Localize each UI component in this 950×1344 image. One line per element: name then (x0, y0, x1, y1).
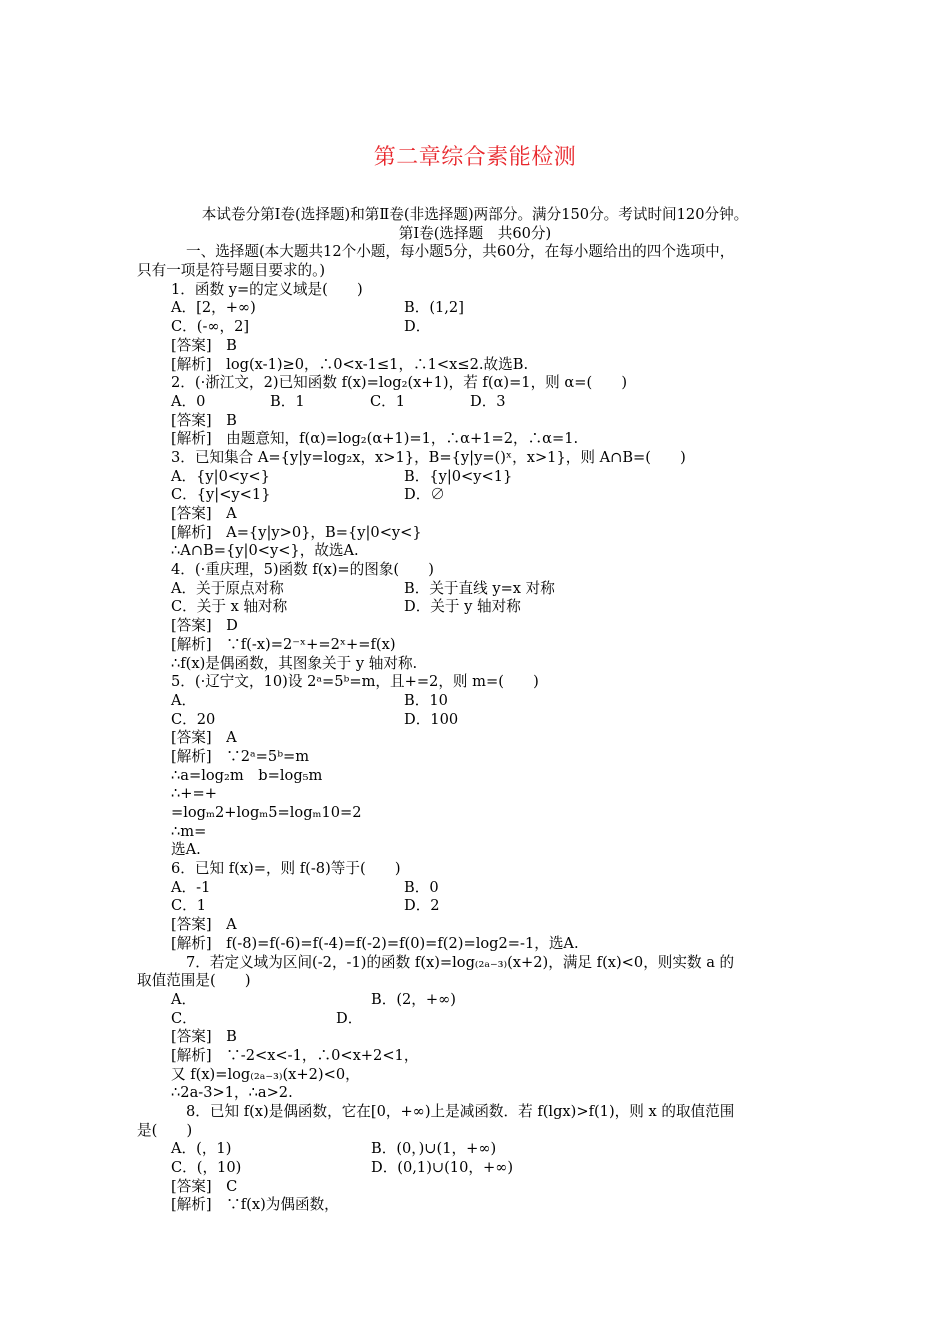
option-right: D．100 (404, 710, 459, 728)
text-line: ∴f(x)是偶函数，其图象关于 y 轴对称. (171, 654, 418, 672)
option-row (0, 299, 950, 318)
centered-line: 第Ⅰ卷(选择题 共60分) (398, 224, 552, 242)
text-line: [解析] log(x-1)≥0，∴0<x-1≤1，∴1<x≤2.故选B. (171, 355, 529, 373)
option-right: D．∅ (404, 486, 445, 504)
option-left: C．(，10) (171, 1159, 242, 1177)
option-right: D． (404, 318, 431, 336)
option-a: A．0 (171, 392, 206, 410)
option-right: D．关于 y 轴对称 (404, 598, 521, 616)
option-row (0, 879, 950, 898)
option-row (0, 711, 950, 730)
page-title: 第二章综合素能检测 (373, 145, 577, 170)
option-left: C．(-∞，2] (171, 318, 250, 336)
option-right: D． (336, 1009, 363, 1027)
document-body (0, 206, 950, 1215)
option-row (0, 1140, 950, 1159)
option-left: A．[2，+∞) (171, 299, 256, 317)
option-row (0, 598, 950, 617)
option-b: B．1 (270, 392, 305, 410)
text-line: 7．若定义域为区间(-2，-1)的函数 f(x)=log₍₂ₐ₋₃₎(x+2)，满足 f(x)<0，则实数 a 的 (186, 953, 735, 971)
option-row (0, 991, 950, 1010)
option-left: A．(，1) (171, 1140, 232, 1158)
option-right: B．0 (404, 878, 439, 896)
option-right: B．{y|0<y<1} (404, 467, 513, 485)
option-right: D．(0,1)∪(10，+∞) (371, 1159, 514, 1177)
option-right: B．关于直线 y=x 对称 (404, 579, 555, 597)
option-row (0, 580, 950, 599)
option-left: C．关于 x 轴对称 (171, 598, 288, 616)
text-line: [答案] C (171, 1177, 238, 1195)
text-line: [答案] A (171, 505, 237, 522)
option-right: B．(2，+∞) (371, 990, 456, 1008)
option-row (0, 692, 950, 711)
text-line: [解析] 由题意知，f(α)=log₂(α+1)=1，∴α+1=2，∴α=1. (171, 430, 579, 448)
text-line: 取值范围是( ) (137, 972, 251, 990)
option-left: C．{y|<y<1} (171, 486, 271, 504)
text-line: 1．函数 y=的定义域是( ) (171, 280, 363, 298)
text-line: 只有一项是符号题目要求的。) (137, 262, 326, 280)
text-line: 选A. (171, 841, 201, 859)
text-line: [答案] B (171, 1028, 237, 1046)
text-line: [解析] f(-8)=f(-6)=f(-4)=f(-2)=f(0)=f(2)=log2=-1，选A. (171, 934, 579, 952)
text-line: [解析] ∵-2<x<-1，∴0<x+2<1， (171, 1046, 419, 1064)
text-line: ∴m= (171, 822, 207, 840)
text-line: 一、选择题(本大题共12个小题，每小题5分，共60分，在每小题给出的四个选项中， (186, 243, 735, 261)
text-line: 8．已知 f(x)是偶函数，它在[0，+∞)上是减函数．若 f(lgx)>f(1)，则 x 的取值范围 (186, 1103, 735, 1120)
text-line: ∴+=+ (171, 785, 217, 803)
text-line: [解析] ∵f(x)为偶函数， (171, 1196, 339, 1214)
option-right: B．(0，)∪(1，+∞) (371, 1140, 497, 1158)
option-left: C．1 (171, 897, 207, 915)
option-left: A．{y|0<y<} (171, 467, 270, 485)
option-right: B．(1,2] (404, 299, 464, 317)
option-right: D．2 (404, 897, 440, 915)
text-line: [解析] ∵f(-x)=2⁻ˣ+=2ˣ+=f(x) (171, 635, 396, 653)
text-line: 是( ) (137, 1121, 193, 1139)
text-line: 5．(·辽宁文，10)设 2ᵃ=5ᵇ=m，且+=2，则 m=( ) (171, 673, 539, 691)
text-line: 6．已知 f(x)=，则 f(-8)等于( ) (171, 860, 401, 878)
option-row (0, 897, 950, 916)
option-c: C．1 (370, 392, 406, 410)
option-d: D．3 (470, 392, 506, 410)
option-left: A．-1 (171, 878, 211, 896)
option-row (0, 486, 950, 505)
text-line: ∴A∩B={y|0<y<}，故选A. (171, 542, 359, 560)
text-line: [解析] A={y|y>0}，B={y|0<y<} (171, 523, 422, 541)
option-left: A． (171, 990, 197, 1008)
text-line: 3．已知集合 A={y|y=log₂x，x>1}，B={y|y=()ˣ，x>1}，则 A∩B=( ) (171, 448, 686, 466)
text-line: 2．(·浙江文，2)已知函数 f(x)=log₂(x+1)，若 f(α)=1，则 α=( ) (171, 374, 628, 392)
text-line: [答案] B (171, 411, 237, 429)
option-row (0, 1010, 950, 1029)
text-line: [答案] A (171, 729, 237, 747)
option-row (0, 318, 950, 337)
text-line: 又 f(x)=log₍₂ₐ₋₃₎(x+2)<0， (171, 1065, 360, 1083)
option-row (0, 468, 950, 487)
text-line: 4．(·重庆理，5)函数 f(x)=的图象( ) (171, 561, 434, 579)
option-row (0, 1159, 950, 1178)
option-left: A．关于原点对称 (171, 579, 284, 597)
text-line: ∴a=log₂m b=log₅m (171, 766, 323, 784)
text-line: [答案] B (171, 336, 237, 354)
option-left: C． (171, 1009, 197, 1027)
text-line: [解析] ∵2ᵃ=5ᵇ=m (171, 747, 310, 765)
text-line: ∴2a-3>1，∴a>2. (171, 1084, 293, 1102)
option-left: A． (171, 691, 197, 709)
option-right: B．10 (404, 691, 448, 709)
option-row (0, 393, 950, 412)
text-line: [答案] D (171, 617, 238, 635)
option-left: C．20 (171, 710, 216, 728)
text-line: =logₘ2+logₘ5=logₘ10=2 (171, 804, 362, 821)
text-line: [答案] A (171, 916, 237, 934)
centered-line: 本试卷分第Ⅰ卷(选择题)和第Ⅱ卷(非选择题)两部分。满分150分。考试时间120分钟。 (201, 206, 749, 223)
